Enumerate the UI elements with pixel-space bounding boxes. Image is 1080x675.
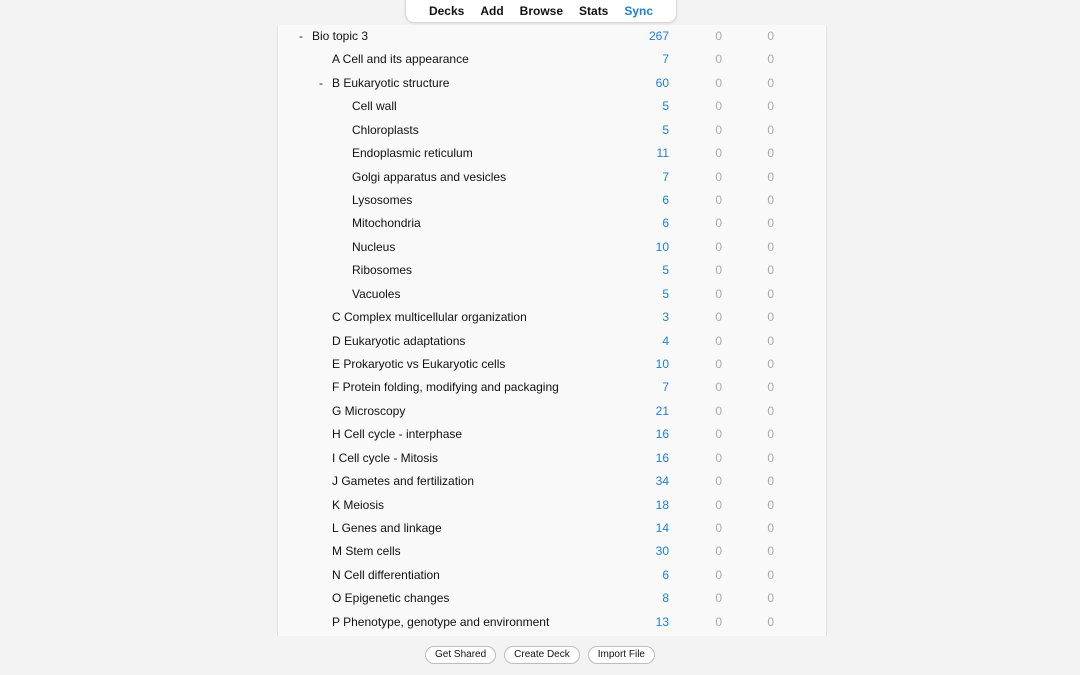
deck-row[interactable] [278, 611, 826, 634]
due-count: 60 [655, 75, 669, 90]
new-count: 0 [715, 310, 722, 325]
deck-row[interactable] [278, 119, 826, 142]
due-count: 34 [655, 474, 669, 489]
new-count: 0 [715, 216, 722, 231]
review-count: 0 [767, 357, 774, 372]
deck-name[interactable]: B Eukaryotic structure [332, 75, 450, 90]
review-count: 0 [767, 146, 774, 161]
new-count: 0 [715, 544, 722, 559]
due-count: 5 [662, 286, 669, 301]
collapse-toggle[interactable]: - [299, 29, 303, 43]
deck-row[interactable] [278, 25, 826, 48]
new-count: 0 [715, 521, 722, 536]
top-toolbar [405, 0, 677, 23]
deck-name[interactable]: Lysosomes [352, 193, 413, 207]
due-count: 10 [655, 239, 669, 254]
decks-button[interactable]: Decks [428, 4, 465, 18]
new-count: 0 [715, 122, 722, 137]
deck-row[interactable] [278, 95, 826, 118]
new-count: 0 [715, 380, 722, 395]
new-count: 0 [715, 474, 722, 489]
due-count: 6 [662, 567, 669, 582]
deck-name[interactable]: D Eukaryotic adaptations [332, 333, 466, 348]
due-count: 10 [655, 357, 669, 372]
new-count: 0 [715, 193, 722, 207]
due-count: 16 [655, 450, 669, 465]
new-count: 0 [715, 29, 722, 43]
review-count: 0 [767, 99, 774, 114]
deck-name[interactable]: K Meiosis [332, 497, 385, 512]
deck-row[interactable] [278, 540, 826, 563]
create-deck-button[interactable]: Create Deck [504, 646, 580, 664]
review-count: 0 [767, 567, 774, 582]
due-count: 8 [662, 591, 669, 606]
deck-name[interactable]: Chloroplasts [352, 122, 419, 137]
review-count: 0 [767, 544, 774, 559]
review-count: 0 [767, 52, 774, 67]
due-count: 3 [662, 310, 669, 325]
new-count: 0 [715, 146, 722, 161]
deck-name[interactable]: Bio topic 3 [312, 29, 369, 43]
deck-row[interactable] [278, 376, 826, 399]
due-count: 21 [655, 403, 669, 418]
get-shared-button[interactable]: Get Shared [425, 646, 496, 664]
deck-name[interactable]: Cell wall [352, 99, 397, 114]
due-count: 5 [662, 263, 669, 278]
review-count: 0 [767, 474, 774, 489]
new-count: 0 [715, 169, 722, 184]
deck-list [277, 25, 827, 636]
due-count: 7 [662, 52, 669, 67]
deck-row[interactable] [278, 587, 826, 610]
deck-name[interactable]: E Prokaryotic vs Eukaryotic cells [332, 357, 506, 372]
deck-row[interactable] [278, 259, 826, 282]
deck-name[interactable]: F Protein folding, modifying and packaging [332, 380, 559, 395]
due-count: 6 [662, 193, 669, 207]
due-count: 4 [662, 333, 669, 348]
deck-row[interactable] [278, 494, 826, 517]
due-count: 7 [662, 380, 669, 395]
deck-row[interactable] [278, 330, 826, 353]
new-count: 0 [715, 450, 722, 465]
review-count: 0 [767, 169, 774, 184]
deck-name[interactable]: N Cell differentiation [332, 567, 440, 582]
review-count: 0 [767, 591, 774, 606]
new-count: 0 [715, 427, 722, 442]
review-count: 0 [767, 403, 774, 418]
deck-name[interactable]: P Phenotype, genotype and environment [332, 614, 550, 629]
review-count: 0 [767, 263, 774, 278]
due-count: 7 [662, 169, 669, 184]
deck-row[interactable] [278, 564, 826, 587]
deck-name[interactable]: J Gametes and fertilization [332, 474, 475, 489]
review-count: 0 [767, 216, 774, 231]
deck-row[interactable] [278, 400, 826, 423]
review-count: 0 [767, 497, 774, 512]
new-count: 0 [715, 591, 722, 606]
due-count: 14 [655, 521, 669, 536]
deck-name[interactable]: Nucleus [352, 239, 396, 254]
deck-name[interactable]: Ribosomes [352, 263, 413, 278]
due-count: 5 [662, 99, 669, 114]
deck-name[interactable]: I Cell cycle - Mitosis [332, 450, 439, 465]
deck-name[interactable]: A Cell and its appearance [332, 52, 469, 67]
new-count: 0 [715, 286, 722, 301]
review-count: 0 [767, 380, 774, 395]
review-count: 0 [767, 450, 774, 465]
deck-row[interactable] [278, 306, 826, 329]
bottom-bar [0, 644, 1080, 666]
deck-row[interactable] [278, 283, 826, 306]
due-count: 11 [656, 146, 669, 161]
deck-row[interactable] [278, 48, 826, 71]
due-count: 16 [655, 427, 669, 442]
review-count: 0 [767, 333, 774, 348]
review-count: 0 [767, 75, 774, 90]
new-count: 0 [715, 567, 722, 582]
deck-row[interactable] [278, 212, 826, 235]
review-count: 0 [767, 29, 774, 43]
deck-row[interactable] [278, 236, 826, 259]
deck-name[interactable]: H Cell cycle - interphase [332, 427, 463, 442]
review-count: 0 [767, 239, 774, 254]
due-count: 30 [655, 544, 669, 559]
new-count: 0 [715, 263, 722, 278]
deck-row[interactable] [278, 423, 826, 446]
review-count: 0 [767, 286, 774, 301]
new-count: 0 [715, 333, 722, 348]
import-file-button[interactable]: Import File [588, 646, 655, 664]
add-button[interactable]: Add [480, 4, 504, 18]
deck-name[interactable]: Vacuoles [352, 286, 401, 301]
deck-row[interactable] [278, 447, 826, 470]
new-count: 0 [715, 614, 722, 629]
deck-name[interactable]: C Complex multicellular organization [332, 310, 527, 325]
browse-button[interactable]: Browse [519, 4, 564, 18]
due-count: 13 [655, 614, 669, 629]
collapse-toggle[interactable]: - [319, 75, 323, 90]
deck-row[interactable] [278, 166, 826, 189]
deck-name[interactable]: G Microscopy [332, 403, 406, 418]
review-count: 0 [767, 193, 774, 207]
new-count: 0 [715, 75, 722, 90]
new-count: 0 [715, 497, 722, 512]
deck-row[interactable] [278, 517, 826, 540]
deck-name[interactable]: O Epigenetic changes [332, 591, 450, 606]
new-count: 0 [715, 403, 722, 418]
sync-button[interactable]: Sync [624, 4, 654, 18]
due-count: 5 [662, 122, 669, 137]
new-count: 0 [715, 99, 722, 114]
deck-name[interactable]: M Stem cells [332, 544, 401, 559]
due-count: 18 [655, 497, 669, 512]
review-count: 0 [767, 521, 774, 536]
new-count: 0 [715, 52, 722, 67]
deck-row[interactable] [278, 470, 826, 493]
review-count: 0 [767, 310, 774, 325]
deck-name[interactable]: L Genes and linkage [332, 521, 442, 536]
deck-row[interactable] [278, 142, 826, 165]
new-count: 0 [715, 357, 722, 372]
review-count: 0 [767, 122, 774, 137]
review-count: 0 [767, 427, 774, 442]
review-count: 0 [767, 614, 774, 629]
deck-name[interactable]: Golgi apparatus and vesicles [352, 169, 507, 184]
stats-button[interactable]: Stats [579, 4, 609, 18]
due-count: 6 [662, 216, 669, 231]
new-count: 0 [715, 239, 722, 254]
deck-row[interactable] [278, 72, 826, 95]
deck-row[interactable] [278, 353, 826, 376]
deck-name[interactable]: Mitochondria [352, 216, 421, 231]
deck-row[interactable] [278, 189, 826, 212]
due-count: 267 [648, 29, 669, 43]
deck-name[interactable]: Endoplasmic reticulum [352, 146, 473, 161]
